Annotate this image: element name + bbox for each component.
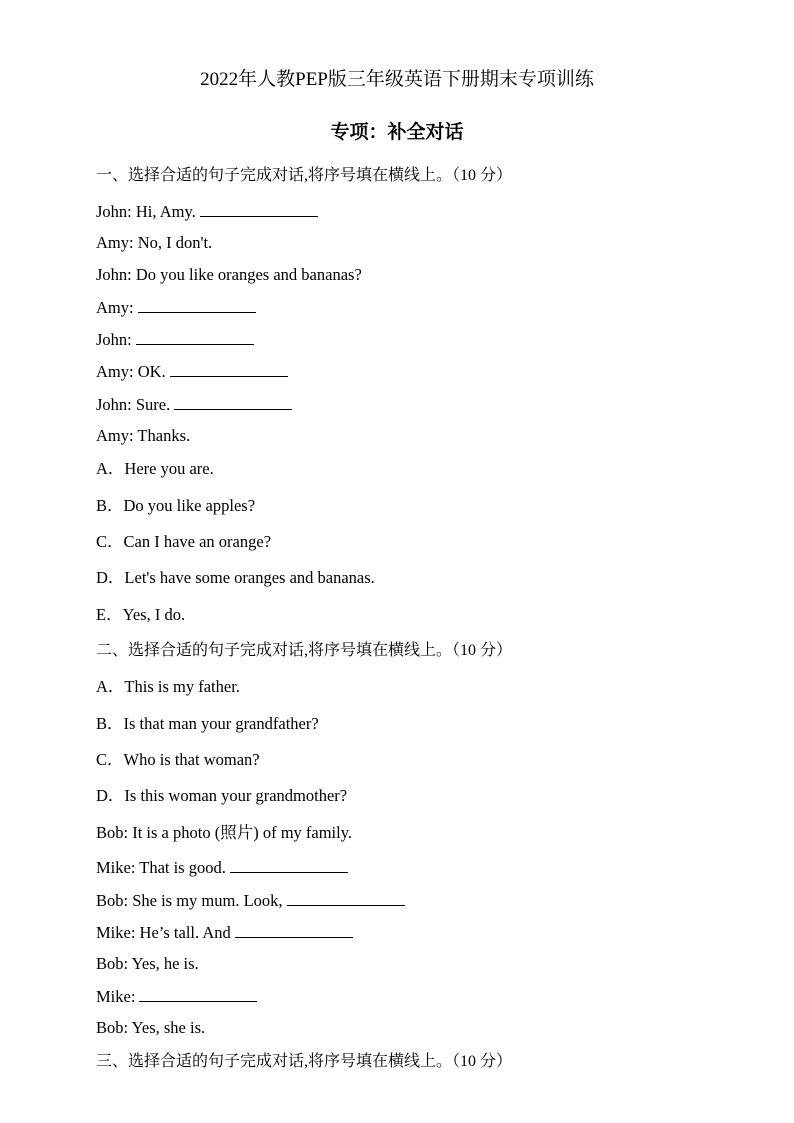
document-title: 2022年人教PEP版三年级英语下册期末专项训练 (200, 69, 594, 90)
dialogue-line: Amy: Thanks. (96, 426, 191, 445)
dialogue-line: Mike: (96, 986, 257, 1007)
section2-heading: 二、选择合适的句子完成对话,将序号填在横线上。（10 分） (96, 642, 513, 659)
answer-blank[interactable] (174, 394, 292, 410)
dialogue-line: John: Do you like oranges and bananas? (96, 265, 362, 284)
option-item: A．Here you are. (96, 459, 214, 478)
option-item: D．Is this woman your grandmother? (96, 786, 348, 805)
dialogue-line: Amy: (96, 297, 256, 318)
document-subtitle: 专项：补全对话 (330, 121, 464, 143)
answer-blank[interactable] (170, 361, 288, 377)
option-item: C．Who is that woman? (96, 750, 260, 769)
dialogue-line: John: (96, 329, 254, 350)
answer-blank[interactable] (136, 329, 254, 345)
dialogue-line: Bob: She is my mum. Look, (96, 890, 405, 911)
option-item: C．Can I have an orange? (96, 532, 272, 551)
option-item: B．Do you like apples? (96, 496, 256, 515)
dialogue-line: John: Hi, Amy. (96, 201, 318, 222)
option-item: B．Is that man your grandfather? (96, 714, 319, 733)
answer-blank[interactable] (138, 297, 256, 313)
answer-blank[interactable] (235, 922, 353, 938)
answer-blank[interactable] (287, 890, 405, 906)
dialogue-line: John: Sure. (96, 394, 292, 415)
dialogue-line: Bob: Yes, she is. (96, 1018, 206, 1037)
dialogue-line: Amy: OK. (96, 361, 288, 382)
dialogue-line: Mike: That is good. (96, 857, 348, 878)
dialogue-line: Bob: Yes, he is. (96, 954, 199, 973)
section1-heading: 一、选择合适的句子完成对话,将序号填在横线上。（10 分） (96, 167, 513, 184)
answer-blank[interactable] (200, 201, 318, 217)
option-item: E．Yes, I do. (96, 605, 186, 624)
answer-blank[interactable] (230, 857, 348, 873)
option-item: A．This is my father. (96, 677, 240, 696)
dialogue-line: Amy: No, I don't. (96, 233, 213, 252)
section3-heading: 三、选择合适的句子完成对话,将序号填在横线上。（10 分） (96, 1053, 513, 1070)
option-item: D．Let's have some oranges and bananas. (96, 568, 375, 587)
dialogue-line: Bob: It is a photo (照片) of my family. (96, 823, 353, 842)
answer-blank[interactable] (139, 986, 257, 1002)
dialogue-line: Mike: He’s tall. And (96, 922, 353, 943)
